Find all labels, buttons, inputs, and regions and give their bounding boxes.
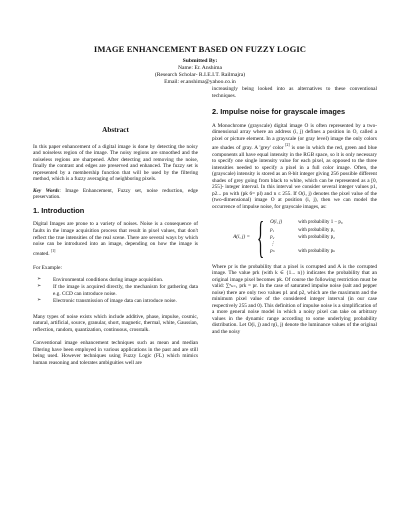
- abstract-text: In this paper enhancement of a digital image is done by detecting the noisy and noiseless region of the image. The noisy regions are smoothed and the noiseless regions are sharpened. After detecting and removing the noise, finally the contrast and edges are preserved and enhanced. The fuzzy set is represented by a membership function that will be used by the filtering method, which is a fuzzy averaging of neighboring pixels.: [33, 143, 198, 183]
- citation-1: [1]: [50, 248, 56, 253]
- arrow-bullet-icon: ➢: [37, 298, 42, 304]
- intro-paragraph-1: Digital Images are prone to a variety of noises. Noise is a consequence of faults in the image acquisition process that result in pixel values, that don't reflect the true intensities of the real scene. There are several ways by which noise can be introduced into an image, depending on how the image is created. [1]: [33, 221, 198, 257]
- intro-paragraph-3-continued: increasingly being looked into as alternatives to these conventional techniques.: [212, 86, 377, 99]
- citation-2: [2]: [285, 143, 290, 148]
- table-row: p₂ with probability p₂: [270, 234, 335, 240]
- table-row: p₁ with probability p₁: [270, 227, 335, 233]
- table-row: pₙ with probability pₙ: [270, 249, 336, 255]
- list-item: ➢ Electronic transmission of image data can introduce noise.: [37, 298, 177, 305]
- left-column: [33, 95, 198, 372]
- equation-cases: [268, 219, 344, 255]
- keywords-label: Key Words: [33, 187, 60, 194]
- arrow-bullet-icon: ➢: [37, 276, 42, 282]
- table-row: O(i, j) with probability 1 − p₀: [270, 220, 343, 226]
- right-column: [212, 86, 377, 341]
- list-item: ➢ If the image is acquired directly, the mechanism for gathering data e.g. CCD can introduce noise.: [37, 284, 198, 297]
- paper-title: IMAGE ENHANCEMENT BASED ON FUZZY LOGIC: [93, 44, 307, 54]
- abstract-heading: Abstract: [102, 126, 129, 134]
- keywords: [33, 188, 198, 201]
- section-2-paragraph-1: A Monochrome (grayscale) digital image O is often represented by a two-dimensional array where an address (i, j) defines a position in O, called a pixel or picture element. In a grayscale (or gray level) image the only colors are shades of gray. A 'grey' color [2] is one in which the red, green and blue components all have equal intensity in the RGB space, so it is only necessary to specify one single intensity value for each pixel, as opposed to the three intensities needed to specify a pixel in a full color image. Often, the (grayscale) intensity is stored as an 8-bit integer giving 256 possible different shades of grey going from black to white, which can be represented as a [0, 255]- integer interval. In this interval we consider several integer values p1, p2... pn with (pk 6= pl) and n ≤ 255. If O(i, j) denotes the pixel value of the (two-dimensional) image O at position (i, j), then we can model the occurrence of impulse noise, for grayscale images, as:: [212, 122, 377, 210]
- keywords-text: : Image Enhancement, Fuzzy set, noise reduction, edge preservation.: [33, 187, 198, 201]
- impulse-noise-equation: [212, 212, 377, 262]
- intro-paragraph-2: Many types of noise exists which include additive, phase, impulse, cosmic, natural, artificial, source, granular, short, magnetic, thermal, white, Gaussian, reflection, random, quantization, continuous, crosstalk.: [33, 313, 198, 333]
- intro-example-label: For Example:: [33, 264, 62, 271]
- left-brace-icon: {: [256, 212, 265, 262]
- arrow-bullet-icon: ➢: [37, 284, 42, 290]
- table-row: ⋮: [270, 242, 276, 248]
- intro-heading: 1. Introduction: [33, 205, 85, 215]
- section-2-paragraph-2: Where pr is the probability that a pixel is corrupted and A is the corrupted image. The value prk (with k ∈ {1... n}) indicates the probability that an original image pixel becomes pk. Of course the following restriction must be valid: ∑ⁿₖ₌₁ prk = pr. In the case of saturated impulse noise (salt and pepper noise) there are only two values p1 and p2, which are the maximum and the minimum pixel value of the considered integer interval (in our case respectively 255 and 0). This definition of impulse noise is a simplification of a more general noise model in which a noisy pixel can take on arbitrary values in the dynamic range according to some underlying probability distribution. Let O(i, j) and η(i, j) denote the luminance values of the original and the noisy: [212, 263, 377, 335]
- list-item: ➢ Environmental conditions during image acquisition.: [37, 276, 164, 283]
- equation-lhs: A(i, j) =: [233, 234, 250, 241]
- section-2-heading: 2. Impulse noise for grayscale images: [212, 107, 346, 117]
- submitted-by: Submitted By:: [182, 58, 218, 64]
- author-affiliation: (Research Scholar- R.I.E.I.T. Railmajra): [154, 72, 246, 78]
- author-name: Name: Er. Anshima: [178, 65, 222, 71]
- intro-bullet-list: [33, 277, 198, 305]
- author-email: Email: er.anshima@yahoo.co.in: [164, 79, 236, 85]
- intro-paragraph-3: Conventional image enhancement techniques such as mean and median filtering have been employed in various applications in the past and are still being used. However techniques using Fuzzy Logic (FL) which mimics human reasoning and tolerates ambiguities well are: [33, 340, 198, 366]
